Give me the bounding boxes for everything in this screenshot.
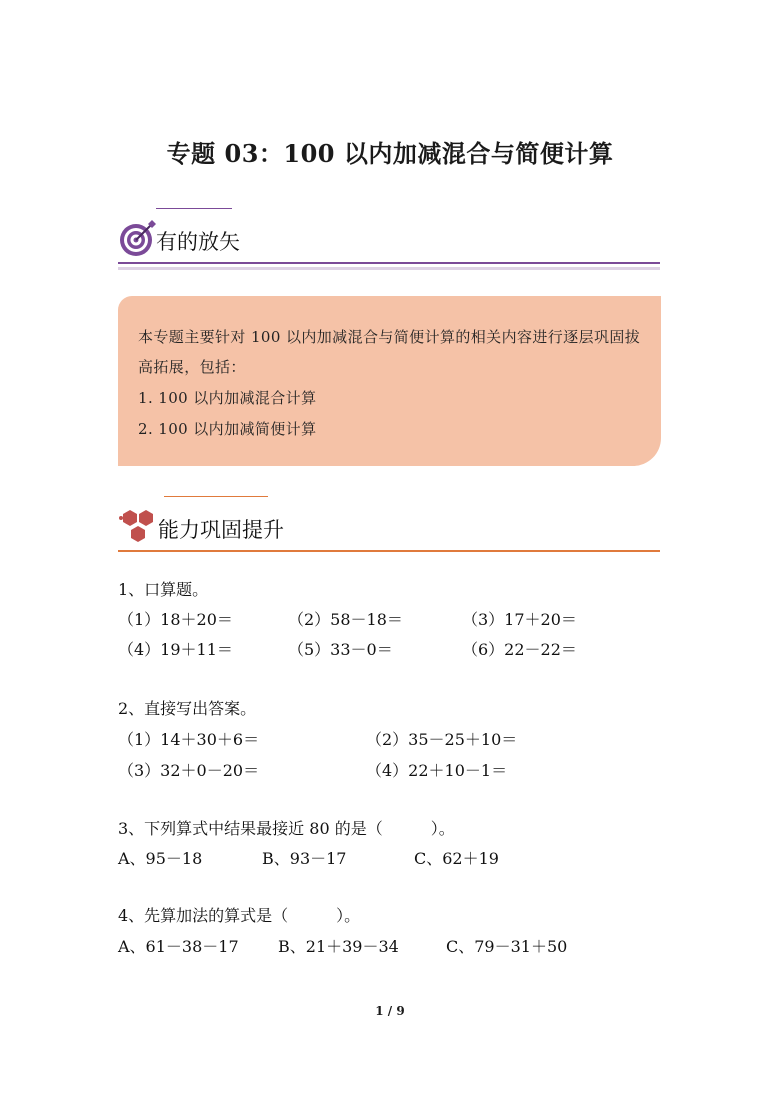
question-4-prompt: 4、先算加法的算式是（ ）。: [118, 906, 361, 925]
question-4-option: A、61－38－17: [118, 937, 239, 956]
section-title-goal: 有的放矢: [156, 230, 240, 254]
question-2-item: （4）22＋10－1＝: [366, 761, 508, 780]
section-title-practice: 能力巩固提升: [158, 518, 284, 542]
question-3-prompt: 3、下列算式中结果最接近 80 的是（ ）。: [118, 819, 455, 838]
question-1-prompt: 1、口算题。: [118, 580, 209, 599]
page-title: 专题 03：100 以内加减混合与简便计算: [166, 139, 614, 168]
section-header-goal: [118, 204, 660, 264]
question-3-option: C、62＋19: [414, 849, 499, 868]
question-4-option: B、21＋39－34: [278, 937, 399, 956]
page-number: 1 / 9: [375, 1004, 405, 1018]
header-accent-line: [156, 208, 232, 209]
question-2-item: （1）14＋30＋6＝: [118, 730, 260, 749]
target-icon: [118, 218, 158, 258]
question-2-prompt: 2、直接写出答案。: [118, 699, 257, 718]
summary-item-2: 2. 100 以内加减简便计算: [138, 420, 317, 438]
question-1-item: （4）19＋11＝: [118, 640, 233, 659]
question-1-item: （5）33－0＝: [288, 640, 393, 659]
question-1-item: （2）58－18＝: [288, 610, 403, 629]
summary-box: [118, 296, 661, 466]
hexagon-cluster-icon: [118, 506, 160, 548]
summary-line-1: 本专题主要针对 100 以内加减混合与简便计算的相关内容进行逐层巩固拔: [138, 328, 641, 346]
summary-item-1: 1. 100 以内加减混合计算: [138, 389, 317, 407]
question-2-item: （3）32＋0－20＝: [118, 761, 260, 780]
question-3-option: A、95－18: [118, 849, 203, 868]
header-underline: [118, 550, 660, 552]
question-1-item: （3）17＋20＝: [462, 610, 577, 629]
question-3-option: B、93－17: [262, 849, 347, 868]
header-underline-shadow: [118, 267, 660, 270]
section-header-practice: [118, 492, 660, 552]
header-accent-line: [164, 496, 268, 497]
summary-line-2: 高拓展，包括：: [138, 358, 246, 376]
question-4-option: C、79－31＋50: [446, 937, 568, 956]
question-1-item: （6）22－22＝: [462, 640, 577, 659]
question-2-item: （2）35－25＋10＝: [366, 730, 518, 749]
question-1-item: （1）18＋20＝: [118, 610, 233, 629]
header-underline: [118, 262, 660, 264]
